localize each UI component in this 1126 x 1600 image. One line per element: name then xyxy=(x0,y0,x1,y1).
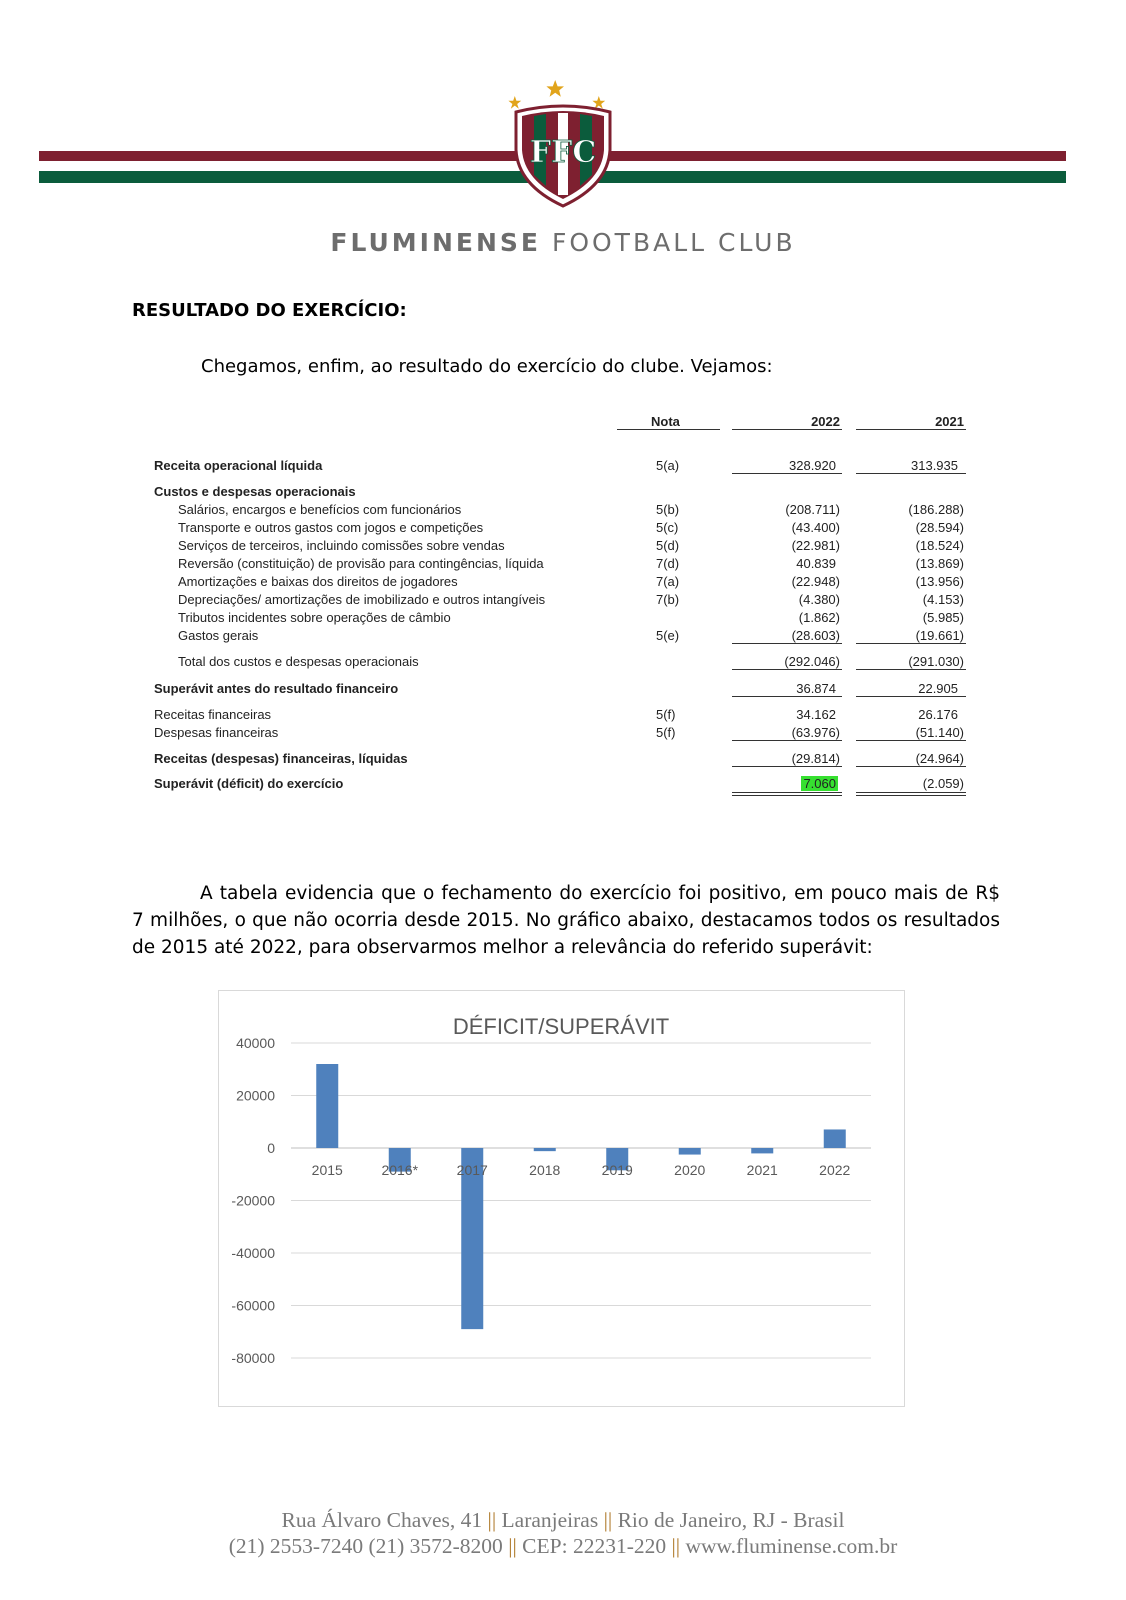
bar-2015 xyxy=(316,1064,338,1148)
bar-2021 xyxy=(751,1148,773,1153)
row-value-2022: (292.046) xyxy=(784,654,840,669)
row-value-2022: (22.948) xyxy=(791,574,840,589)
footer-website[interactable]: www.fluminense.com.br xyxy=(685,1534,898,1558)
row-label: Receita operacional líquida xyxy=(154,458,323,473)
row-label: Reversão (constituição) de provisão para contingências, líquida xyxy=(178,556,544,571)
y-tick-label: -80000 xyxy=(231,1350,275,1366)
header-underline xyxy=(617,429,720,430)
row-label: Gastos gerais xyxy=(178,628,259,643)
x-tick-label: 2021 xyxy=(746,1162,778,1178)
row-value-2022: (4.380) xyxy=(798,592,840,607)
analysis-paragraph xyxy=(132,880,1000,961)
footer-neighborhood: Laranjeiras xyxy=(501,1508,599,1532)
row-rule xyxy=(856,643,966,644)
header-2021: 2021 xyxy=(935,414,964,429)
row-label: Salários, encargos e benefícios com funcionários xyxy=(178,502,462,517)
row-rule xyxy=(732,740,842,741)
row-nota: 5(a) xyxy=(656,458,680,473)
row-rule xyxy=(732,696,842,697)
row-value-2021: (13.956) xyxy=(915,574,964,589)
footer-phones: (21) 2553-7240 (21) 3572-8200 xyxy=(228,1534,503,1558)
row-rule xyxy=(856,669,966,670)
row-label: Superávit antes do resultado financeiro xyxy=(154,681,399,696)
row-label: Depreciações/ amortizações de imobilizado e outros intangíveis xyxy=(178,592,546,607)
row-nota: 5(d) xyxy=(656,538,680,553)
row-value-2021: (19.661) xyxy=(915,628,964,643)
x-tick-label: 2019 xyxy=(601,1162,633,1178)
row-nota: 5(f) xyxy=(656,725,676,740)
row-value-2021: 26.176 xyxy=(918,707,958,722)
bar-2018 xyxy=(534,1148,556,1151)
row-rule xyxy=(732,766,842,767)
chart-frame xyxy=(218,990,905,1407)
row-nota: 5(e) xyxy=(656,628,680,643)
row-label: Serviços de terceiros, incluindo comissões sobre vendas xyxy=(178,538,505,553)
row-nota: 5(c) xyxy=(656,520,679,535)
row-label: Receitas (despesas) financeiras, líquidas xyxy=(154,751,408,766)
row-nota: 7(d) xyxy=(656,556,680,571)
row-value-2022: (208.711) xyxy=(785,502,840,517)
footer-contact xyxy=(0,1534,1126,1559)
row-value-2021: 313.935 xyxy=(911,458,958,473)
row-rule xyxy=(856,696,966,697)
intro-text: Chegamos, enfim, ao resultado do exercício do clube. Vejamos: xyxy=(201,356,773,377)
row-value-2022: (1.862) xyxy=(798,610,840,625)
row-rule xyxy=(732,473,842,474)
x-tick-label: 2018 xyxy=(529,1162,561,1178)
paragraph-text: A tabela evidencia que o fechamento do exercício foi positivo, em pouco mais de R$ 7 milhões, o que não ocorria desde 2015. No gráfico abaixo, destacamos todos os resultados de 2015 até 2022, para observarmos melhor a relevância do referido superávit: xyxy=(132,883,1000,958)
x-tick-label: 2022 xyxy=(819,1162,851,1178)
row-value-2022: 34.162 xyxy=(796,707,836,722)
row-value-2021: (18.524) xyxy=(915,538,964,553)
row-value-2021: (186.288) xyxy=(908,502,964,517)
row-value-2022: 36.874 xyxy=(796,681,836,696)
row-value-2022: (43.400) xyxy=(791,520,840,535)
row-rule xyxy=(856,766,966,767)
row-value-2022: 40.839 xyxy=(796,556,836,571)
footer-separator: || xyxy=(671,1534,681,1558)
row-label: Total dos custos e despesas operacionais xyxy=(178,654,419,669)
club-name-rest: FOOTBALL CLUB xyxy=(541,228,796,257)
row-rule xyxy=(856,740,966,741)
highlighted-result: 7.060 xyxy=(803,776,836,791)
row-label: Custos e despesas operacionais xyxy=(154,484,356,499)
row-value-2021: (5.985) xyxy=(922,610,964,625)
y-tick-label: 20000 xyxy=(236,1087,275,1104)
row-value-2021: (291.030) xyxy=(908,654,964,669)
row-label: Transporte e outros gastos com jogos e competições xyxy=(178,520,484,535)
row-label: Amortizações e baixas dos direitos de jogadores xyxy=(178,574,458,589)
header-underline xyxy=(732,429,842,430)
bar-2022 xyxy=(824,1129,846,1148)
footer-city: Rio de Janeiro, RJ - Brasil xyxy=(617,1508,845,1532)
row-label: Tributos incidentes sobre operações de câmbio xyxy=(178,610,451,625)
row-value-2022: 328.920 xyxy=(789,458,836,473)
row-value-2022 xyxy=(740,776,838,791)
header-nota: Nota xyxy=(651,414,680,429)
chart-title: DÉFICIT/SUPERÁVIT xyxy=(452,1014,670,1039)
row-nota: 7(a) xyxy=(656,574,680,589)
row-rule xyxy=(856,473,966,474)
x-tick-label: 2020 xyxy=(674,1162,706,1178)
row-value-2021: 22.905 xyxy=(918,681,958,696)
footer-street: Rua Álvaro Chaves, 41 xyxy=(281,1508,483,1532)
row-value-2021: (28.594) xyxy=(915,520,964,535)
bar-2020 xyxy=(679,1148,701,1155)
row-rule xyxy=(732,669,842,670)
deficit-surplus-chart xyxy=(219,991,904,1406)
header-2022: 2022 xyxy=(811,414,840,429)
row-rule xyxy=(856,795,966,796)
row-label: Receitas financeiras xyxy=(154,707,272,722)
row-value-2022: (28.603) xyxy=(791,628,840,643)
row-label: Despesas financeiras xyxy=(154,725,279,740)
x-tick-label: 2015 xyxy=(311,1162,343,1178)
section-title: RESULTADO DO EXERCÍCIO: xyxy=(132,300,407,321)
row-rule xyxy=(732,643,842,644)
y-tick-label: -60000 xyxy=(231,1297,275,1314)
row-rule xyxy=(732,792,842,793)
row-value-2021: (24.964) xyxy=(915,751,964,766)
row-value-2022: (29.814) xyxy=(791,751,840,766)
footer-separator: || xyxy=(487,1508,497,1532)
y-tick-label: -20000 xyxy=(231,1192,275,1209)
row-nota: 7(b) xyxy=(656,592,680,607)
y-tick-label: -40000 xyxy=(231,1245,275,1261)
footer-address xyxy=(0,1508,1126,1533)
header-underline xyxy=(856,429,966,430)
row-rule xyxy=(856,792,966,793)
row-value-2021: (51.140) xyxy=(915,725,964,740)
row-value-2021: (13.869) xyxy=(915,556,964,571)
row-nota: 5(b) xyxy=(656,502,680,517)
footer-separator: || xyxy=(508,1534,517,1558)
footer-separator: || xyxy=(603,1508,613,1532)
y-tick-label: 40000 xyxy=(236,1035,275,1051)
row-value-2022: (22.981) xyxy=(791,538,840,553)
y-tick-label: 0 xyxy=(267,1140,275,1156)
row-value-2022: (63.976) xyxy=(791,725,840,740)
club-name-bold: FLUMINENSE xyxy=(330,228,541,257)
x-tick-label: 2017 xyxy=(456,1162,488,1178)
svg-text:FFC: FFC xyxy=(529,135,597,170)
row-value-2021: (2.059) xyxy=(922,776,964,791)
row-nota: 5(f) xyxy=(656,707,676,722)
x-tick-label: 2016* xyxy=(381,1162,419,1178)
footer-cep: CEP: 22231-220 xyxy=(522,1534,667,1558)
row-label: Superávit (déficit) do exercício xyxy=(154,776,344,791)
row-value-2021: (4.153) xyxy=(922,592,964,607)
row-rule xyxy=(732,795,842,796)
